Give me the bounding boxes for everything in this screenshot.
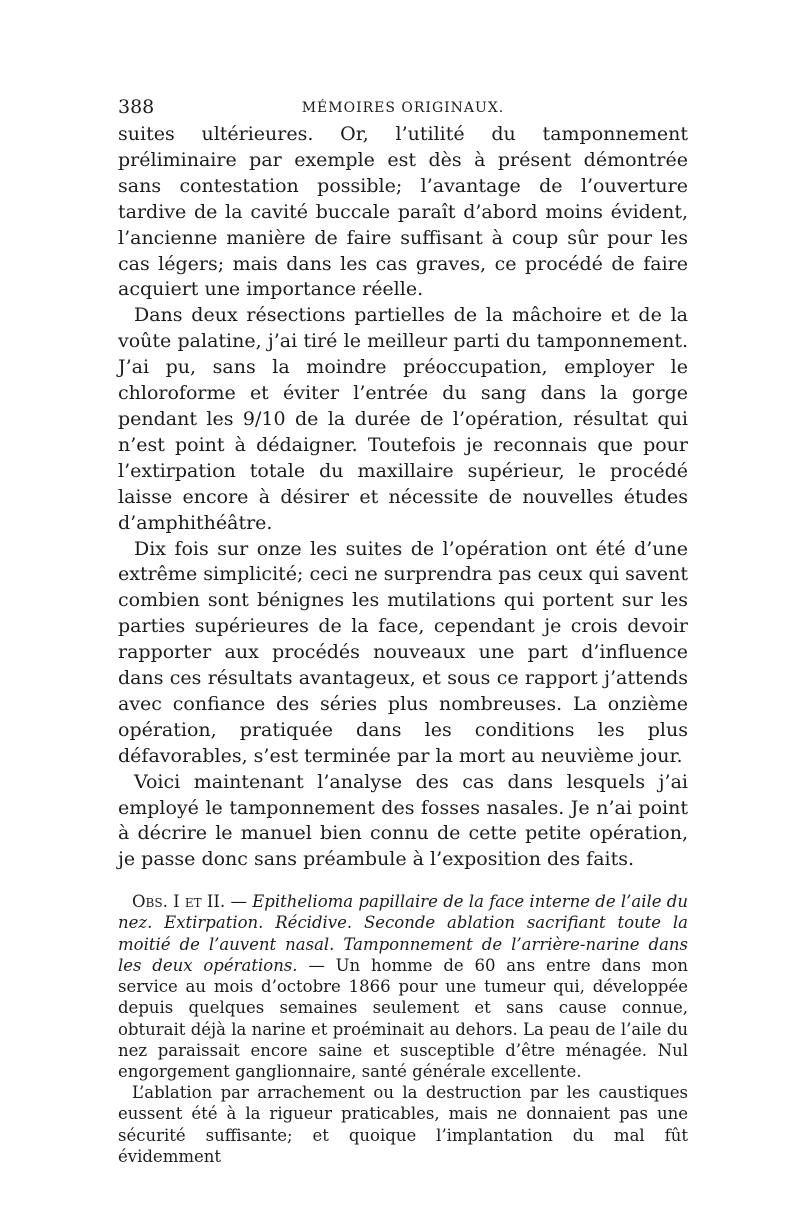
page (118, 96, 688, 1167)
paragraph-1: suites ultérieures. Or, l’utilité du tamponnement préliminaire par exemple est dès à présent démontrée sans contestation possible; l’avantage de l’ouverture tardive de la cavité buccale paraît d’abord moins évident, l’ancienne manière de faire suffisant à coup sûr pour les cas légers; mais dans les cas graves, ce procédé de faire acquiert une importance réelle. (118, 123, 688, 301)
page-number: 388 (118, 96, 155, 118)
observation-paragraph-1 (118, 891, 688, 1082)
observation-section (118, 891, 688, 1167)
page-header (118, 96, 688, 122)
observation-paragraph-2: L’ablation par arrachement ou la destruction par les caustiques eussent été à la rigueur praticables, mais ne donnaient pas une sécurité suffisante; et quoique l’implantation du mal fût évidemment (118, 1083, 688, 1166)
paragraph-2: Dans deux résections partielles de la mâchoire et de la voûte palatine, j’ai tiré le meilleur parti du tamponnement. J’ai pu, sans la moindre préoccupation, employer le chloroforme et éviter l’entrée du sang dans la gorge pendant les 9/10 de la durée de l’opération, résultat qui n’est point à dédaigner. Toutefois je reconnais que pour l’extirpation totale du maxillaire supérieur, le procédé laisse encore à désirer et nécessite de nouvelles études d’amphithéâtre. (118, 304, 688, 534)
paragraph-3: Dix fois sur onze les suites de l’opération ont été d’une extrême simplicité; ceci ne surprendra pas ceux qui savent combien sont bénignes les mutilations qui portent sur les parties supérieures de la face, cependant je crois devoir rapporter aux procédés nouveaux une part d’influence dans ces résultats avantageux, et sous ce rapport j’attends avec confiance des séries plus nombreuses. La onzième opération, pratiquée dans les conditions les plus défavorables, s’est terminée par la mort au neuvième jour. (118, 537, 688, 767)
paragraph-4: Voici maintenant l’analyse des cas dans lesquels j’ai employé le tamponnement des fosses nasales. Je n’ai point à décrire le manuel bien connu de cette petite opération, je passe donc sans préambule à l’exposition des faits. (118, 770, 688, 871)
observation-text: — Un homme de 60 ans entre dans mon service au mois d’octobre 1866 pour une tumeur qui, développée depuis quelques semaines seulement et sans cause connue, obturait déjà la narine et proéminait au dehors. La peau de l’aile du nez paraissait encore saine et susceptible d’être ménagée. Nul engorgement ganglionnaire, santé générale excellente. (118, 955, 688, 1081)
observation-dash: — (225, 892, 253, 912)
observation-label: Obs. I et II. (132, 892, 226, 912)
observation-title: Epithelioma papillaire de la face interne de l’aile du nez. Extirpation. Récidive. Seconde ablation sacrifiant toute la moitié de l’auvent nasal. Tamponnement de l’arrière-narine dans les deux opérations. (118, 892, 688, 975)
running-head: MÉMOIRES ORIGINAUX. (301, 100, 505, 116)
main-text (118, 122, 688, 873)
